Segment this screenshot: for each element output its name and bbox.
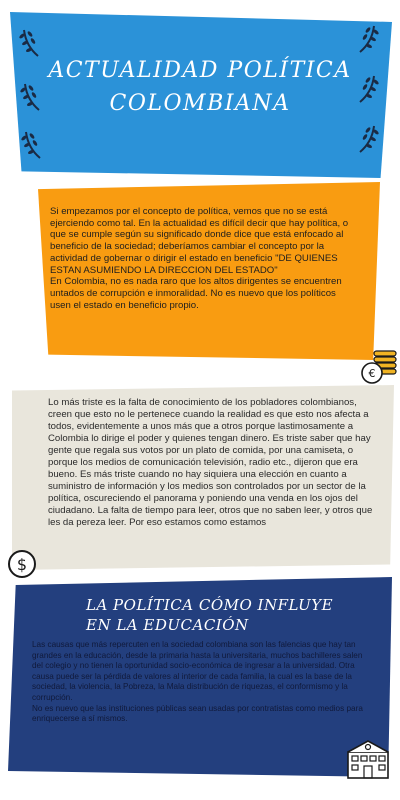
education-title-line-2: EN LA EDUCACIÓN xyxy=(86,616,249,634)
page-title xyxy=(30,54,370,120)
education-text xyxy=(32,640,372,725)
svg-text:$: $ xyxy=(16,555,28,574)
intro-paragraph-2: En Colombia, no es nada raro que los altos dirigentes se encuentren untados de corrupción e inmoralidad. No es nuevo que los políticos usen el estado en beneficio propio. xyxy=(50,276,342,311)
svg-text:€: € xyxy=(368,367,376,380)
education-paragraph-1: Las causas que más repercuten en la sociedad colombiana son las falencias que hay tan grandes en la educación, desde la primaria hasta la universitaria, muchos bachilleres salen del colegio y no tienen la oportunidad socio-económica de ingresar a la universidad. Otra causa puede ser la pérdida de valores al interior de cada familia, la cual es la base de la sociedad, la violencia, la Pobreza, la Mala distribución de riquezas, el conformismo y la corrupción. xyxy=(32,640,363,702)
title-line-2: COLOMBIANA xyxy=(109,91,291,116)
laurel-icon xyxy=(18,130,44,160)
laurel-icon xyxy=(356,124,382,154)
title-line-1: ACTUALIDAD POLÍTICA xyxy=(48,58,352,83)
education-title-line-1: LA POLÍTICA CÓMO INFLUYE xyxy=(86,596,334,614)
education-title xyxy=(86,595,346,635)
laurel-icon xyxy=(356,24,382,54)
dollar-coin-icon xyxy=(6,548,38,580)
intro-paragraph-1: Si empezamos por el concepto de política, vemos que no se está ejerciendo como tal. En la actualidad es difícil decir que hay política, o que se cumple según su significado donde dice que está enfocado al beneficio de la sociedad; deberíamos cambiar el concepto por la actividad de gobernar o dirigir el estado en beneficio "DE QUIENES ESTAN ASUMIENDO LA DIRECCION DEL ESTADO" xyxy=(50,206,349,276)
school-building-icon xyxy=(346,738,390,780)
education-paragraph-2: No es nuevo que las instituciones públicas sean usadas por contratistas como medios para enriquecerse a sí mismos. xyxy=(32,703,363,724)
euro-coins-icon xyxy=(360,346,400,386)
intro-text xyxy=(50,206,354,311)
awareness-paragraph: Lo más triste es la falta de conocimiento de los pobladores colombianos, creen que esto no le pertenece cuando la realidad es que esto nos afecta a todos, evidentemente a unos más que a otros porque lastimosamente a Colombia lo dirige el poder y quienes tengan dinero. Es triste saber que hay gente que regala sus votos por un plato de comida, por una camiseta, o porque los medios de comunicación televisión, radio etc., dijeron que era bueno. Es más triste cuando no hay siquiera una elección en cuanto a suministro de información y los medios son controlados por un sector de la política, oscureciendo el panorama y poniendo una venda en los ojos del ciudadano. La falta de tiempo para leer, otros que no saben leer, y otros que les da pereza leer. Por eso estamos como estamos xyxy=(48,397,373,528)
